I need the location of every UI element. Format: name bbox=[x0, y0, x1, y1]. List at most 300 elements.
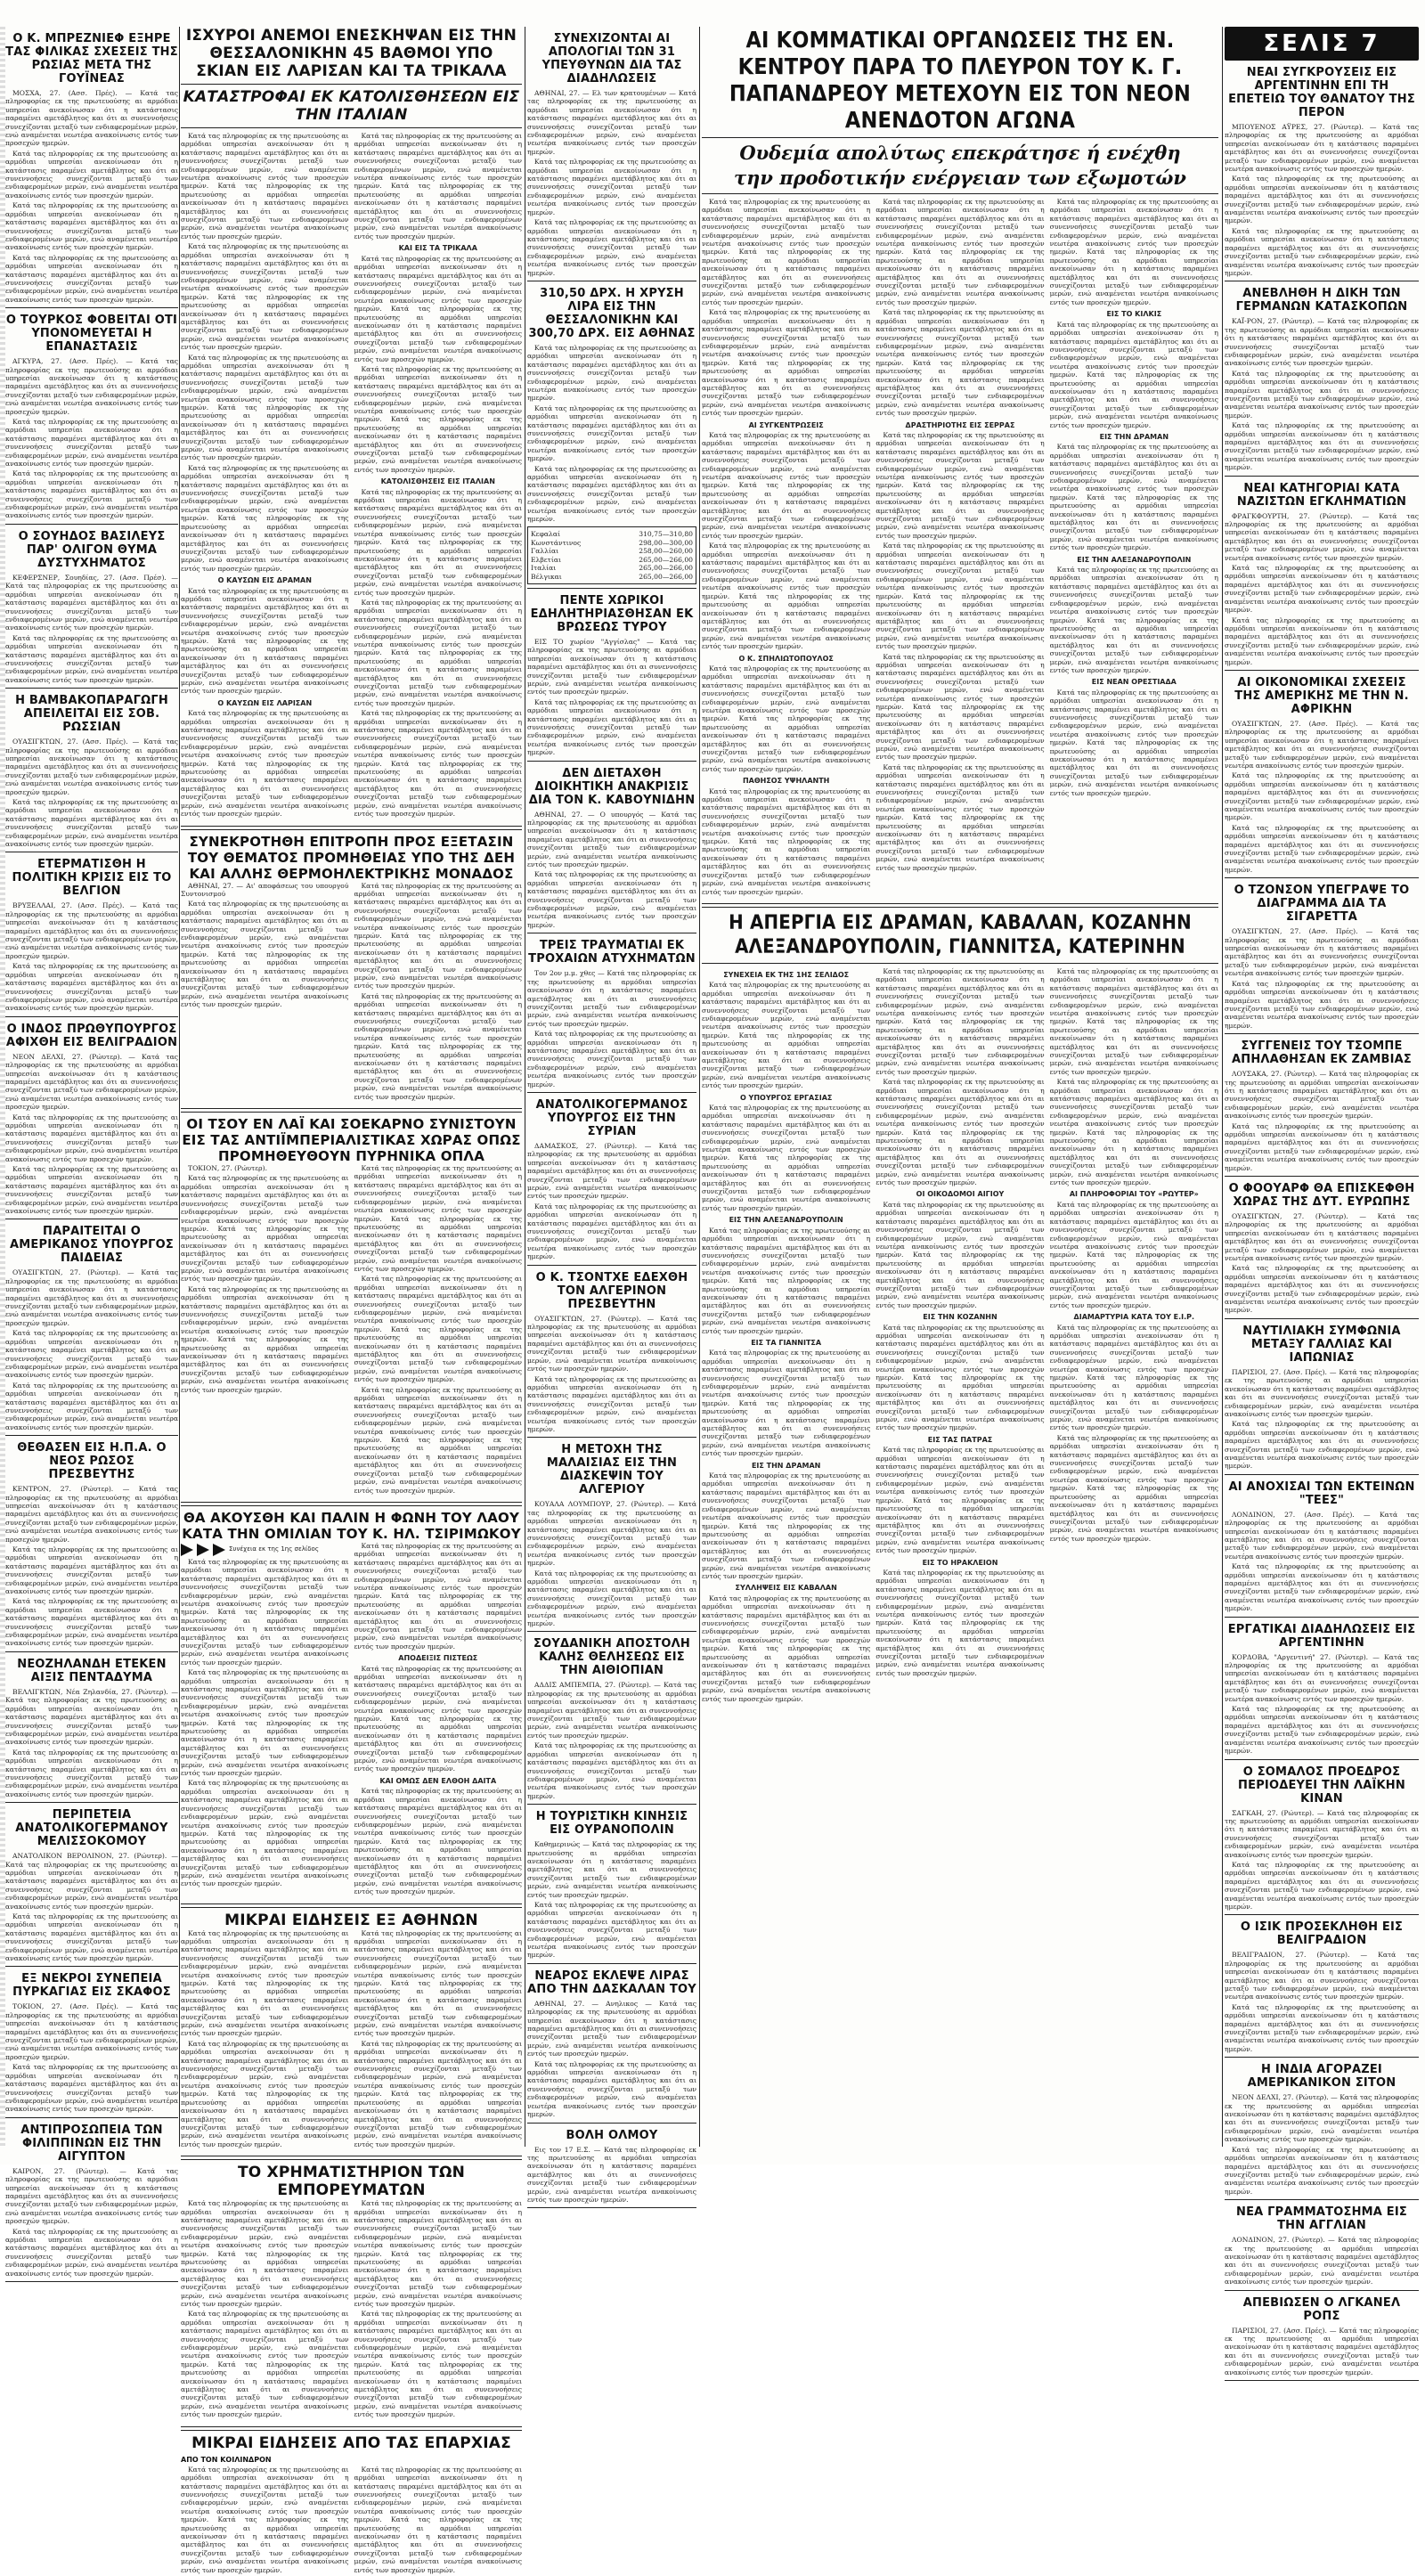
filler-paragraph: Κατά τας πληροφορίας εκ της πρωτευούσης αι αρμόδιαι υπηρεσίαι ανεκοίνωσαν ότι η κατάστασις παραμένει αμετάβλητος και ότι αι συνεννοήσεις συνεχίζονται μεταξύ των ενδιαφερομένων μερών, ενώ αναμένεται νεωτέρα ανακοίνωσις εντός των προσεχών ημερών. Κατά τας πληροφορίας εκ της πρωτευούσης αι αρμόδιαι υπηρεσίαι ανεκοίνωσαν ότι η κατάστασις παραμένει αμετάβλητος και ότι αι συνεννοήσεις συνεχίζονται μεταξύ των ενδιαφερομένων μερών, ενώ αναμένεται νεωτέρα ανακοίνωσις εντός των προσεχών ημερών. bbox=[1049, 1200, 1218, 1309]
column-rule bbox=[1222, 27, 1223, 2147]
news-headline: Η ΤΟΥΡΙΣΤΙΚΗ ΚΙΝΗΣΙΣ ΕΙΣ ΟΥΡΑΝΟΠΟΛΙΝ bbox=[535, 1810, 688, 1838]
column-5 bbox=[1225, 27, 1419, 2376]
tsirimokos-article bbox=[181, 1510, 522, 1898]
dateline-paragraph: ΣΑΓΚΑΗ, 27. (Ρώυτερ). — Κατά τας πληροφορίας εκ της πρωτευούσης αι αρμόδιαι υπηρεσίαι ανεκοίνωσαν ότι η κατάστασις παραμένει αμετάβλητος και ότι αι συνεννοήσεις συνεχίζονται μεταξύ των ενδιαφερομένων μερών, ενώ αναμένεται νεωτέρα ανακοίνωσις εντός των προσεχών ημερών. bbox=[1225, 1808, 1419, 1859]
world-article bbox=[1225, 1765, 1419, 1916]
world-headline: ΝΕΑ ΓΡΑΜΜΑΤΟΣΗΜΑ ΕΙΣ ΤΗΝ ΑΓΓΛΙΑΝ bbox=[1236, 2205, 1407, 2233]
world-article bbox=[1225, 1182, 1419, 1319]
article-body bbox=[1225, 1809, 1419, 1912]
filler-paragraph: Κατά τας πληροφορίας εκ της πρωτευούσης αι αρμόδιαι υπηρεσίαι ανεκοίνωσαν ότι η κατάστασις παραμένει αμετάβλητος και ότι αι συνεννοήσεις συνεχίζονται μεταξύ των ενδιαφερομένων μερών, ενώ αναμένεται νεωτέρα ανακοίνωσις εντός των προσεχών ημερών. Κατά τας πληροφορίας εκ της πρωτευούσης αι αρμόδιαι υπηρεσίαι ανεκοίνωσαν ότι η κατάστασις παραμένει αμετάβλητος και ότι αι συνεννοήσεις συνεχίζονται μεταξύ των ενδιαφερομένων μερών, ενώ αναμένεται νεωτέρα ανακοίνωσις εντός των προσεχών ημερών. bbox=[181, 1284, 349, 1394]
article-body bbox=[5, 901, 178, 1012]
world-article bbox=[1225, 2205, 1419, 2290]
section-heading: ΕΙΣ ΤΟ ΗΡΑΚΛΕΙΟΝ bbox=[922, 1558, 998, 1567]
text-column bbox=[181, 1164, 349, 1496]
body-paragraph: Κατά τας πληροφορίας εκ της πρωτευούσης αι αρμόδιαι υπηρεσίαι ανεκοίνωσαν ότι η κατάστασις παραμένει αμετάβλητος και ότι αι συνεννοήσεις συνεχίζονται μεταξύ των ενδιαφερομένων μερών, ενώ αναμένεται νεωτέρα ανακοίνωσις εντός των προσεχών ημερών. bbox=[1225, 771, 1419, 822]
body-paragraph: Κατά τας πληροφορίας εκ της πρωτευούσης αι αρμόδιαι υπηρεσίαι ανεκοίνωσαν ότι η κατάστασις παραμένει αμετάβλητος και ότι αι συνεννοήσεις συνεχίζονται μεταξύ των ενδιαφερομένων μερών, ενώ αναμένεται νεωτέρα ανακοίνωσις εντός των προσεχών ημερών. bbox=[1225, 1562, 1419, 1613]
filler-paragraph: Κατά τας πληροφορίας εκ της πρωτευούσης αι αρμόδιαι υπηρεσίαι ανεκοίνωσαν ότι η κατάστασις παραμένει αμετάβλητος και ότι αι συνεννοήσεις συνεχίζονται μεταξύ των ενδιαφερομένων μερών, ενώ αναμένεται νεωτέρα ανακοίνωσις εντός των προσεχών ημερών. Κατά τας πληροφορίας εκ της πρωτευούσης αι αρμόδιαι υπηρεσίαι ανεκοίνωσαν ότι η κατάστασις παραμένει αμετάβλητος και ότι αι συνεννοήσεις συνεχίζονται μεταξύ των ενδιαφερομένων μερών, ενώ αναμένεται νεωτέρα ανακοίνωσις εντός των προσεχών ημερών. bbox=[181, 463, 349, 573]
brief-article bbox=[5, 1023, 178, 1220]
tsirimokos-body bbox=[181, 1542, 522, 1898]
arrow-icon bbox=[197, 1544, 209, 1556]
brief-headline: Ο Κ. ΜΠΡΕΖΝΙΕΦ ΕΞΗΡΕ ΤΑΣ ΦΙΛΙΚΑΣ ΣΧΕΣΕΙΣ ΤΗΣ ΡΩΣΙΑΣ ΜΕΤΑ ΤΗΣ ΓΟΥΪΝΕΑΣ bbox=[5, 32, 178, 86]
filler-paragraph: Κατά τας πληροφορίας εκ της πρωτευούσης αι αρμόδιαι υπηρεσίαι ανεκοίνωσαν ότι η κατάστασις παραμένει αμετάβλητος και ότι αι συνεννοήσεις συνεχίζονται μεταξύ των ενδιαφερομένων μερών, ενώ αναμένεται νεωτέρα ανακοίνωσις εντός των προσεχών ημερών. Κατά τας πληροφορίας εκ της πρωτευούσης αι αρμόδιαι υπηρεσίαι ανεκοίνωσαν ότι η κατάστασις παραμένει αμετάβλητος και ότι αι συνεννοήσεις συνεχίζονται μεταξύ των ενδιαφερομένων μερών, ενώ αναμένεται νεωτέρα ανακοίνωσις εντός των προσεχών ημερών. bbox=[181, 2199, 349, 2308]
body-paragraph: Κατά τας πληροφορίας εκ της πρωτευούσης αι αρμόδιαι υπηρεσίαι ανεκοίνωσαν ότι η κατάστασις παραμένει αμετάβλητος και ότι αι συνεννοήσεις συνεχίζονται μεταξύ των ενδιαφερομένων μερών, ενώ αναμένεται νεωτέρα ανακοίνωσις εντός των προσεχών ημερών. bbox=[1225, 421, 1419, 472]
text-column bbox=[354, 2466, 523, 2576]
article-body bbox=[1225, 317, 1419, 471]
news-article bbox=[527, 1443, 696, 1632]
text-column bbox=[354, 1164, 523, 1496]
dateline: ΤΟΚΙΟΝ, 27. (Ρώυτερ). bbox=[188, 1164, 268, 1173]
divider bbox=[527, 761, 696, 762]
divider bbox=[1225, 670, 1419, 671]
body-paragraph: Κατά τας πληροφορίας εκ της πρωτευούσης αι αρμόδιαι υπηρεσίαι ανεκοίνωσαν ότι η κατάστασις παραμένει αμετάβλητος και ότι αι συνεννοήσεις συνεχίζονται μεταξύ των ενδιαφερομένων μερών, ενώ αναμένεται νεωτέρα ανακοίνωσις εντός των προσεχών ημερών. bbox=[5, 418, 178, 469]
continuation-note: ΣΥΝΕΧΕΙΑ ΕΚ ΤΗΣ 1ΗΣ ΣΕΛΙΔΟΣ bbox=[723, 970, 850, 979]
sukarno-headline: ΟΙ ΤΣΟΥ ΕΝ ΛΑΪ ΚΑΙ ΣΟΕΚΑΡΝΟ ΣΥΝΙΣΤΟΥΝ ΕΙΣ ΤΑΣ ΑΝΤΙΪΜΠΕΡΙΑΛΙΣΤΙΚΑΣ ΧΩΡΑΣ ΟΠΩΣ ΠΡΟΜΗΘΕΥΘΟΥΝ ΠΥΡΗΝΙΚΑ ΟΠΛΑ bbox=[182, 1116, 521, 1165]
dateline-paragraph: ΛΟΝΔΙΝΟΝ, 27. (Ασσ. Πρές). — Κατά τας πληροφορίας εκ της πρωτευούσης αι αρμόδιαι υπηρεσίαι ανεκοίνωσαν ότι η κατάστασις παραμένει αμετάβλητος και ότι αι συνεννοήσεις συνεχίζονται μεταξύ των ενδιαφερομένων μερών, ενώ αναμένεται νεωτέρα ανακοίνωσις εντός των προσεχών ημερών. bbox=[1225, 1510, 1419, 1561]
continuation-marker bbox=[181, 1544, 349, 1556]
body-paragraph: Κατά τας πληροφορίας εκ της πρωτευούσης αι αρμόδιαι υπηρεσίαι ανεκοίνωσαν ότι η κατάστασις παραμένει αμετάβλητος και ότι αι συνεννοήσεις συνεχίζονται μεταξύ των ενδιαφερομένων μερών, ενώ αναμένεται νεωτέρα ανακοίνωσις εντός των προσεχών ημερών. bbox=[5, 253, 178, 304]
article-body bbox=[5, 1485, 178, 1648]
world-headline: ΑΠΕΒΙΩΣΕΝ Ο ΛΓΚΑΝΕΛ ΡΟΠΣ bbox=[1242, 2295, 1401, 2323]
filler-paragraph: Κατά τας πληροφορίας εκ της πρωτευούσης αι αρμόδιαι υπηρεσίαι ανεκοίνωσαν ότι η κατάστασις παραμένει αμετάβλητος και ότι αι συνεννοήσεις συνεχίζονται μεταξύ των ενδιαφερομένων μερών, ενώ αναμένεται νεωτέρα ανακοίνωσις εντός των προσεχών ημερών. Κατά τας πληροφορίας εκ της πρωτευούσης αι αρμόδιαι υπηρεσίαι ανεκοίνωσαν ότι η κατάστασις παραμένει αμετάβλητος και ότι αι συνεννοήσεις συνεχίζονται μεταξύ των ενδιαφερομένων μερών, ενώ αναμένεται νεωτέρα ανακοίνωσις εντός των προσεχών ημερών. bbox=[875, 542, 1045, 651]
article-body bbox=[5, 1053, 178, 1216]
article-body bbox=[527, 969, 696, 1088]
table-cell: 298,00—300,00 bbox=[639, 538, 693, 547]
divider bbox=[1225, 1176, 1419, 1177]
news-headline: ΝΕΑΡΟΣ ΕΚΛΕΨΕ ΛΙΡΑΣ ΑΠΟ ΤΗΝ ΔΑΣΚΑΛΑΝ ΤΟΥ bbox=[527, 1969, 696, 1996]
section-heading: ΕΙΣ ΤΟ ΚΙΛΚΙΣ bbox=[1106, 310, 1162, 319]
strike-headline: Η ΑΠΕΡΓΙΑ ΕΙΣ ΔΡΑΜΑΝ, ΚΑΒΑΛΑΝ, ΚΟΖΑΝΗΝ ΑΛΕΞΑΝΔΡΟΥΠΟΛΙΝ, ΓΙΑΝΝΙΤΣΑ, ΚΑΤΕΡΙΝΗΝ bbox=[729, 911, 1192, 958]
filler-paragraph: Κατά τας πληροφορίας εκ της πρωτευούσης αι αρμόδιαι υπηρεσίαι ανεκοίνωσαν ότι η κατάστασις παραμένει αμετάβλητος και ότι αι συνεννοήσεις συνεχίζονται μεταξύ των ενδιαφερομένων μερών, ενώ αναμένεται νεωτέρα ανακοίνωσις εντός των προσεχών ημερών. Κατά τας πληροφορίας εκ της πρωτευούσης αι αρμόδιαι υπηρεσίαι ανεκοίνωσαν ότι η κατάστασις παραμένει αμετάβλητος και ότι αι συνεννοήσεις συνεχίζονται μεταξύ των ενδιαφερομένων μερών, ενώ αναμένεται νεωτέρα ανακοίνωσις εντός των προσεχών ημερών. bbox=[354, 1275, 522, 1384]
table-cell: Κεφαλαί bbox=[531, 530, 560, 539]
text-column bbox=[181, 882, 349, 1104]
filler-paragraph: Κατά τας πληροφορίας εκ της πρωτευούσης αι αρμόδιαι υπηρεσίαι ανεκοίνωσαν ότι η κατάστασις παραμένει αμετάβλητος και ότι αι συνεννοήσεις συνεχίζονται μεταξύ των ενδιαφερομένων μερών, ενώ αναμένεται νεωτέρα ανακοίνωσις εντός των προσεχών ημερών. Κατά τας πληροφορίας εκ της πρωτευούσης αι αρμόδιαι υπηρεσίαι ανεκοίνωσαν ότι η κατάστασις παραμένει αμετάβλητος και ότι αι συνεννοήσεις συνεχίζονται μεταξύ των ενδιαφερομένων μερών, ενώ αναμένεται νεωτέρα ανακοίνωσις εντός των προσεχών ημερών. bbox=[354, 364, 522, 474]
text-column bbox=[181, 1542, 349, 1898]
brief-headline: ΕΤΕΡΜΑΤΙΣΘΗ Η ΠΟΛΙΤΙΚΗ ΚΡΙΣΙΣ ΕΙΣ ΤΟ ΒΕΛΓΙΟΝ bbox=[12, 858, 172, 899]
filler-paragraph: Κατά τας πληροφορίας εκ της πρωτευούσης αι αρμόδιαι υπηρεσίαι ανεκοίνωσαν ότι η κατάστασις παραμένει αμετάβλητος και ότι αι συνεννοήσεις συνεχίζονται μεταξύ των ενδιαφερομένων μερών, ενώ αναμένεται νεωτέρα ανακοίνωσις εντός των προσεχών ημερών. Κατά τας πληροφορίας εκ της πρωτευούσης αι αρμόδιαι υπηρεσίαι ανεκοίνωσαν ότι η κατάστασις παραμένει αμετάβλητος και ότι αι συνεννοήσεις συνεχίζονται μεταξύ των ενδιαφερομένων μερών, ενώ αναμένεται νεωτέρα ανακοίνωσις εντός των προσεχών ημερών. bbox=[702, 198, 871, 306]
filler-paragraph: Κατά τας πληροφορίας εκ της πρωτευούσης αι αρμόδιαι υπηρεσίαι ανεκοίνωσαν ότι η κατάστασις παραμένει αμετάβλητος και ότι αι συνεννοήσεις συνεχίζονται μεταξύ των ενδιαφερομένων μερών, ενώ αναμένεται νεωτέρα ανακοίνωσις εντός των προσεχών ημερών. Κατά τας πληροφορίας εκ της πρωτευούσης αι αρμόδιαι υπηρεσίαι ανεκοίνωσαν ότι η κατάστασις παραμένει αμετάβλητος και ότι αι συνεννοήσεις συνεχίζονται μεταξύ των ενδιαφερομένων μερών, ενώ αναμένεται νεωτέρα ανακοίνωσις εντός των προσεχών ημερών. bbox=[875, 1078, 1045, 1187]
body-paragraph: Κατά τας πληροφορίας εκ της πρωτευούσης αι αρμόδιαι υπηρεσίαι ανεκοίνωσαν ότι η κατάστασις παραμένει αμετάβλητος και ότι αι συνεννοήσεις συνεχίζονται μεταξύ των ενδιαφερομένων μερών, ενώ αναμένεται νεωτέρα ανακοίνωσις εντός των προσεχών ημερών. bbox=[1225, 564, 1419, 615]
section-heading: ΚΑΙ ΟΜΩΣ ΔΕΝ ΕΛΘΟΗ ΔΑΙΤΑ bbox=[379, 1776, 497, 1785]
dateline-paragraph: ΜΠΟΥΕΝΟΣ ΑΫΡΕΣ, 27. (Ρώυτερ). — Κατά τας πληροφορίας εκ της πρωτευούσης αι αρμόδιαι υπηρεσίαι ανεκοίνωσαν ότι η κατάστασις παραμένει αμετάβλητος και ότι αι συνεννοήσεις συνεχίζονται μεταξύ των ενδιαφερομένων μερών, ενώ αναμένεται νεωτέρα ανακοίνωσις εντός των προσεχών ημερών. bbox=[1225, 123, 1419, 174]
divider bbox=[5, 307, 178, 308]
world-article bbox=[1225, 482, 1419, 671]
strike-body bbox=[702, 967, 1218, 1705]
filler-paragraph: Κατά τας πληροφορίας εκ της πρωτευούσης αι αρμόδιαι υπηρεσίαι ανεκοίνωσαν ότι η κατάστασις παραμένει αμετάβλητος και ότι αι συνεννοήσεις συνεχίζονται μεταξύ των ενδιαφερομένων μερών, ενώ αναμένεται νεωτέρα ανακοίνωσις εντός των προσεχών ημερών. Κατά τας πληροφορίας εκ της πρωτευούσης αι αρμόδιαι υπηρεσίαι ανεκοίνωσαν ότι η κατάστασις παραμένει αμετάβλητος και ότι αι συνεννοήσεις συνεχίζονται μεταξύ των ενδιαφερομένων μερών, ενώ αναμένεται νεωτέρα ανακοίνωσις εντός των προσεχών ημερών. bbox=[875, 762, 1045, 872]
brief-headline: ΠΕΡΙΠΕΤΕΙΑ ΑΝΑΤΟΛΙΚΟΓΕΡΜΑΝΟΥ ΜΕΛΙΣΣΟΚΟΜΟΥ bbox=[15, 1808, 168, 1849]
dateline-paragraph: ΝΕΟΝ ΔΕΛΧΙ, 27. (Ρώυτερ). — Κατά τας πληροφορίας εκ της πρωτευούσης αι αρμόδιαι υπηρεσίαι ανεκοίνωσαν ότι η κατάστασις παραμένει αμετάβλητος και ότι αι συνεννοήσεις συνεχίζονται μεταξύ των ενδιαφερομένων μερών, ενώ αναμένεται νεωτέρα ανακοίνωσις εντός των προσεχών ημερών. bbox=[5, 1052, 178, 1112]
divider bbox=[5, 2117, 178, 2118]
divider bbox=[527, 1437, 696, 1438]
article-body bbox=[527, 1142, 696, 1261]
filler-paragraph: Κατά τας πληροφορίας εκ της πρωτευούσης αι αρμόδιαι υπηρεσίαι ανεκοίνωσαν ότι η κατάστασις παραμένει αμετάβλητος και ότι αι συνεννοήσεις συνεχίζονται μεταξύ των ενδιαφερομένων μερών, ενώ αναμένεται νεωτέρα ανακοίνωσις εντός των προσεχών ημερών. Κατά τας πληροφορίας εκ της πρωτευούσης αι αρμόδιαι υπηρεσίαι ανεκοίνωσαν ότι η κατάστασις παραμένει αμετάβλητος και ότι αι συνεννοήσεις συνεχίζονται μεταξύ των ενδιαφερομένων μερών, ενώ αναμένεται νεωτέρα ανακοίνωσις εντός των προσεχών ημερών. bbox=[1049, 320, 1218, 429]
divider bbox=[1225, 877, 1419, 878]
committee-body bbox=[181, 882, 522, 1104]
news-headline: ΣΥΝΕΧΙΖΟΝΤΑΙ ΑΙ ΑΠΟΛΟΓΙΑΙ ΤΩΝ 31 ΥΠΕΥΘΥΝΩΝ ΔΙΑ ΤΑΣ ΔΙΑΔΗΛΩΣΕΙΣ bbox=[542, 32, 682, 86]
dateline-paragraph: ΦΡΑΓΚΦΟΥΡΤΗ, 27. (Ρώυτερ). — Κατά τας πληροφορίας εκ της πρωτευούσης αι αρμόδιαι υπηρεσίαι ανεκοίνωσαν ότι η κατάστασις παραμένει αμετάβλητος και ότι αι συνεννοήσεις συνεχίζονται μεταξύ των ενδιαφερομένων μερών, ενώ αναμένεται νεωτέρα ανακοίνωσις εντός των προσεχών ημερών. bbox=[1225, 511, 1419, 562]
dateline-paragraph: ΑΔΔΙΣ ΑΜΠΕΜΠΑ, 27. (Ρώυτερ). — Κατά τας πληροφορίας εκ της πρωτευούσης αι αρμόδιαι υπηρεσίαι ανεκοίνωσαν ότι η κατάστασις παραμένει αμετάβλητος και ότι αι συνεννοήσεις συνεχίζονται μεταξύ των ενδιαφερομένων μερών, ενώ αναμένεται νεωτέρα ανακοίνωσις εντός των προσεχών ημερών. bbox=[527, 1681, 696, 1740]
body-paragraph: Κατά τας πληροφορίας εκ της πρωτευούσης αι αρμόδιαι υπηρεσίαι ανεκοίνωσαν ότι η κατάστασις παραμένει αμετάβλητος και ότι αι συνεννοήσεις συνεχίζονται μεταξύ των ενδιαφερομένων μερών, ενώ αναμένεται νεωτέρα ανακοίνωσις εντός των προσεχών ημερών. bbox=[5, 1545, 178, 1596]
article-body bbox=[527, 1840, 696, 1960]
table-cell: Βέλγικαι bbox=[531, 572, 562, 581]
body-paragraph: Κατά τας πληροφορίας εκ της πρωτευούσης αι αρμόδιαι υπηρεσίαι ανεκοίνωσαν ότι η κατάστασις παραμένει αμετάβλητος και ότι αι συνεννοήσεις συνεχίζονται μεταξύ των ενδιαφερομένων μερών, ενώ αναμένεται νεωτέρα ανακοίνωσις εντός των προσεχών ημερών. bbox=[5, 1748, 178, 1798]
divider bbox=[527, 1631, 696, 1632]
world-headline: ΕΡΓΑΤΙΚΑΙ ΔΙΑΔΗΛΩΣΕΙΣ ΕΙΣ ΑΡΓΕΝΤΙΝΗΝ bbox=[1227, 1622, 1416, 1650]
divider bbox=[181, 1502, 522, 1506]
section-heading: ΑΠΟ ΤΟΝ ΚΟΙΛΙΝΔΡΟΝ bbox=[181, 2455, 272, 2464]
filler-paragraph: Κατά τας πληροφορίας εκ της πρωτευούσης αι αρμόδιαι υπηρεσίαι ανεκοίνωσαν ότι η κατάστασις παραμένει αμετάβλητος και ότι αι συνεννοήσεις συνεχίζονται μεταξύ των ενδιαφερομένων μερών, ενώ αναμένεται νεωτέρα ανακοίνωσις εντός των προσεχών ημερών. Κατά τας πληροφορίας εκ της πρωτευούσης αι αρμόδιαι υπηρεσίαι ανεκοίνωσαν ότι η κατάστασις παραμένει αμετάβλητος και ότι αι συνεννοήσεις συνεχίζονται μεταξύ των ενδιαφερομένων μερών, ενώ αναμένεται νεωτέρα ανακοίνωσις εντός των προσεχών ημερών. bbox=[702, 1594, 871, 1703]
divider bbox=[1225, 1474, 1419, 1475]
article-body bbox=[5, 1852, 178, 1962]
section-heading: ΟΙ ΟΙΚΟΔΟΜΟΙ ΑΙΓΙΟΥ bbox=[916, 1190, 1005, 1199]
dateline-paragraph: ΒΕΛΛΙΓΚΤΩΝ, Νέα Ζηλανδία, 27. (Ρώυτερ). — Κατά τας πληροφορίας εκ της πρωτευούσης αι αρμόδιαι υπηρεσίαι ανεκοίνωσαν ότι η κατάστασις παραμένει αμετάβλητος και ότι αι συνεννοήσεις συνεχίζονται μεταξύ των ενδιαφερομένων μερών, ενώ αναμένεται νεωτέρα ανακοίνωσις εντός των προσεχών ημερών. bbox=[5, 1687, 178, 1747]
article-body bbox=[5, 357, 178, 520]
committee-headline: ΣΥΝΕΚΡΟΤΗΘΗ ΕΠΙΤΡΟΠΗ ΠΡΟΣ ΕΞΕΤΑΣΙΝ ΤΟΥ ΘΕΜΑΤΟΣ ΠΡΟΜΗΘΕΙΑΣ ΥΠΟ ΤΗΣ ΔΕΗ ΚΑΙ ΑΛΛΗΣ ΘΕΡΜΟΗΛΕΚΤΡΙΚΗΣ ΜΟΝΑΔΟΣ bbox=[187, 833, 516, 882]
divider bbox=[181, 2156, 522, 2160]
filler-paragraph: Κατά τας πληροφορίας εκ της πρωτευούσης αι αρμόδιαι υπηρεσίαι ανεκοίνωσαν ότι η κατάστασις παραμένει αμετάβλητος και ότι αι συνεννοήσεις συνεχίζονται μεταξύ των ενδιαφερομένων μερών, ενώ αναμένεται νεωτέρα ανακοίνωσις εντός των προσεχών ημερών. Κατά τας πληροφορίας εκ της πρωτευούσης αι αρμόδιαι υπηρεσίαι ανεκοίνωσαν ότι η κατάστασις παραμένει αμετάβλητος και ότι αι συνεννοήσεις συνεχίζονται μεταξύ των ενδιαφερομένων μερών, ενώ αναμένεται νεωτέρα ανακοίνωσις εντός των προσεχών ημερών. bbox=[1049, 1078, 1218, 1187]
divider bbox=[527, 1092, 696, 1093]
article-body bbox=[527, 1315, 696, 1434]
filler-paragraph: Κατά τας πληροφορίας εκ της πρωτευούσης αι αρμόδιαι υπηρεσίαι ανεκοίνωσαν ότι η κατάστασις παραμένει αμετάβλητος και ότι αι συνεννοήσεις συνεχίζονται μεταξύ των ενδιαφερομένων μερών, ενώ αναμένεται νεωτέρα ανακοίνωσις εντός των προσεχών ημερών. Κατά τας πληροφορίας εκ της πρωτευούσης αι αρμόδιαι υπηρεσίαι ανεκοίνωσαν ότι η κατάστασις παραμένει αμετάβλητος και ότι αι συνεννοήσεις συνεχίζονται μεταξύ των ενδιαφερομένων μερών, ενώ αναμένεται νεωτέρα ανακοίνωσις εντός των προσεχών ημερών. bbox=[1049, 566, 1218, 674]
article-body bbox=[1225, 1511, 1419, 1613]
section-heading: ΣΥΛΛΗΨΕΙΣ ΕΙΣ ΚΑΒΑΛΑΝ bbox=[735, 1584, 837, 1593]
commodity-exchange-headline: ΤΟ ΧΡΗΜΑΤΙΣΤΗΡΙΟΝ ΤΩΝ ΕΜΠΟΡΕΥΜΑΤΩΝ bbox=[237, 2164, 466, 2200]
filler-paragraph: Κατά τας πληροφορίας εκ της πρωτευούσης αι αρμόδιαι υπηρεσίαι ανεκοίνωσαν ότι η κατάστασις παραμένει αμετάβλητος και ότι αι συνεννοήσεις συνεχίζονται μεταξύ των ενδιαφερομένων μερών, ενώ αναμένεται νεωτέρα ανακοίνωσις εντός των προσεχών ημερών. Κατά τας πληροφορίας εκ της πρωτευούσης αι αρμόδιαι υπηρεσίαι ανεκοίνωσαν ότι η κατάστασις παραμένει αμετάβλητος και ότι αι συνεννοήσεις συνεχίζονται μεταξύ των ενδιαφερομένων μερών, ενώ αναμένεται νεωτέρα ανακοίνωσις εντός των προσεχών ημερών. bbox=[875, 308, 1045, 418]
brief-headline: Ο ΤΟΥΡΚΟΣ ΦΟΒΕΙΤΑΙ ΟΤΙ ΥΠΟΝΟΜΕΥΕΤΑΙ Η ΕΠΑΝΑΣΤΑΣΙΣ bbox=[5, 314, 178, 355]
divider bbox=[1225, 2057, 1419, 2058]
text-column bbox=[181, 1929, 349, 2151]
world-headline: Η ΙΝΔΙΑ ΑΓΟΡΑΖΕΙ ΑΜΕΡΙΚΑΝΙΚΟΝ ΣΙΤΟΝ bbox=[1247, 2063, 1396, 2091]
filler-paragraph: Κατά τας πληροφορίας εκ της πρωτευούσης αι αρμόδιαι υπηρεσίαι ανεκοίνωσαν ότι η κατάστασις παραμένει αμετάβλητος και ότι αι συνεννοήσεις συνεχίζονται μεταξύ των ενδιαφερομένων μερών, ενώ αναμένεται νεωτέρα ανακοίνωσις εντός των προσεχών ημερών. Κατά τας πληροφορίας εκ της πρωτευούσης αι αρμόδιαι υπηρεσίαι ανεκοίνωσαν ότι η κατάστασις παραμένει αμετάβλητος και ότι αι συνεννοήσεις συνεχίζονται μεταξύ των ενδιαφερομένων μερών, ενώ αναμένεται νεωτέρα ανακοίνωσις εντός των προσεχών ημερών. bbox=[702, 1226, 871, 1335]
body-paragraph: Κατά τας πληροφορίας εκ της πρωτευούσης αι αρμόδιαι υπηρεσίαι ανεκοίνωσαν ότι η κατάστασις παραμένει αμετάβλητος και ότι αι συνεννοήσεις συνεχίζονται μεταξύ των ενδιαφερομένων μερών, ενώ αναμένεται νεωτέρα ανακοίνωσις εντός των προσεχών ημερών. bbox=[527, 404, 696, 463]
column-rule bbox=[179, 27, 180, 2147]
article-body bbox=[5, 89, 178, 304]
body-paragraph: Κατά τας πληροφορίας εκ της πρωτευούσης αι αρμόδιαι υπηρεσίαι ανεκοίνωσαν ότι η κατάστασις παραμένει αμετάβλητος και ότι αι συνεννοήσεις συνεχίζονται μεταξύ των ενδιαφερομένων μερών, ενώ αναμένεται νεωτέρα ανακοίνωσις εντός των προσεχών ημερών. bbox=[5, 1329, 178, 1380]
divider bbox=[702, 903, 1218, 908]
article-body bbox=[1225, 1368, 1419, 1471]
dateline-paragraph: ΑΘΗΝΑΙ, 27. — Ο υπουργός — Κατά τας πληροφορίας εκ της πρωτευούσης αι αρμόδιαι υπηρεσίαι ανεκοίνωσαν ότι η κατάστασις παραμένει αμετάβλητος και ότι αι συνεννοήσεις συνεχίζονται μεταξύ των ενδιαφερομένων μερών, ενώ αναμένεται νεωτέρα ανακοίνωσις εντός των προσεχών ημερών. bbox=[527, 810, 696, 869]
dateline-paragraph: ΠΑΡΙΣΙΟΙ, 27. (Ασσ. Πρές). — Κατά τας πληροφορίας εκ της πρωτευούσης αι αρμόδιαι υπηρεσίαι ανεκοίνωσαν ότι η κατάστασις παραμένει αμετάβλητος και ότι αι συνεννοήσεις συνεχίζονται μεταξύ των ενδιαφερομένων μερών, ενώ αναμένεται νεωτέρα ανακοίνωσις εντός των προσεχών ημερών. bbox=[1225, 1367, 1419, 1418]
filler-paragraph: Κατά τας πληροφορίας εκ της πρωτευούσης αι αρμόδιαι υπηρεσίαι ανεκοίνωσαν ότι η κατάστασις παραμένει αμετάβλητος και ότι αι συνεννοήσεις συνεχίζονται μεταξύ των ενδιαφερομένων μερών, ενώ αναμένεται νεωτέρα ανακοίνωσις εντός των προσεχών ημερών. Κατά τας πληροφορίας εκ της πρωτευούσης αι αρμόδιαι υπηρεσίαι ανεκοίνωσαν ότι η κατάστασις παραμένει αμετάβλητος και ότι αι συνεννοήσεις συνεχίζονται μεταξύ των ενδιαφερομένων μερών, ενώ αναμένεται νεωτέρα ανακοίνωσις εντός των προσεχών ημερών. bbox=[181, 2465, 349, 2574]
filler-paragraph: Κατά τας πληροφορίας εκ της πρωτευούσης αι αρμόδιαι υπηρεσίαι ανεκοίνωσαν ότι η κατάστασις παραμένει αμετάβλητος και ότι αι συνεννοήσεις συνεχίζονται μεταξύ των ενδιαφερομένων μερών, ενώ αναμένεται νεωτέρα ανακοίνωσις εντός των προσεχών ημερών. Κατά τας πληροφορίας εκ της πρωτευούσης αι αρμόδιαι υπηρεσίαι ανεκοίνωσαν ότι η κατάστασις παραμένει αμετάβλητος και ότι αι συνεννοήσεις συνεχίζονται μεταξύ των ενδιαφερομένων μερών, ενώ αναμένεται νεωτέρα ανακοίνωσις εντός των προσεχών ημερών. bbox=[875, 1446, 1045, 1555]
filler-paragraph: Κατά τας πληροφορίας εκ της πρωτευούσης αι αρμόδιαι υπηρεσίαι ανεκοίνωσαν ότι η κατάστασις παραμένει αμετάβλητος και ότι αι συνεννοήσεις συνεχίζονται μεταξύ των ενδιαφερομένων μερών, ενώ αναμένεται νεωτέρα ανακοίνωσις εντός των προσεχών ημερών. Κατά τας πληροφορίας εκ της πρωτευούσης αι αρμόδιαι υπηρεσίαι ανεκοίνωσαν ότι η κατάστασις παραμένει αμετάβλητος και ότι αι συνεννοήσεις συνεχίζονται μεταξύ των ενδιαφερομένων μερών, ενώ αναμένεται νεωτέρα ανακοίνωσις εντός των προσεχών ημερών. bbox=[354, 487, 522, 597]
news-article bbox=[527, 594, 696, 762]
world-headline: ΝΕΑΙ ΚΑΤΗΓΟΡΙΑΙ ΚΑΤΑ ΝΑΖΙΣΤΩΝ ΕΓΚΛΗΜΑΤΙΩΝ bbox=[1236, 481, 1407, 509]
arrow-icon bbox=[181, 1544, 193, 1556]
divider bbox=[5, 1802, 178, 1803]
section-heading: Ο ΥΠΟΥΡΓΟΣ ΕΡΓΑΣΙΑΣ bbox=[739, 1093, 833, 1102]
article-body bbox=[1225, 720, 1419, 874]
article-body bbox=[5, 1688, 178, 1798]
article-body bbox=[527, 1681, 696, 1800]
dateline-paragraph: ΕΙΣ ΤΟ χωρίον "Αγγίσλας" — Κατά τας πληροφορίας εκ της πρωτευούσης αι αρμόδιαι υπηρεσίαι ανεκοίνωσαν ότι η κατάστασις παραμένει αμετάβλητος και ότι αι συνεννοήσεις συνεχίζονται μεταξύ των ενδιαφερομένων μερών, ενώ αναμένεται νεωτέρα ανακοίνωσις εντός των προσεχών ημερών. bbox=[527, 637, 696, 697]
world-article bbox=[1225, 1039, 1419, 1177]
body-paragraph: Κατά τας πληροφορίας εκ της πρωτευούσης αι αρμόδιαι υπηρεσίαι ανεκοίνωσαν ότι η κατάστασις παραμένει αμετάβλητος και ότι αι συνεννοήσεις συνεχίζονται μεταξύ των ενδιαφερομένων μερών, ενώ αναμένεται νεωτέρα ανακοίνωσις εντός των προσεχών ημερών. bbox=[527, 1030, 696, 1088]
world-headline: Ο ΣΟΜΑΛΟΣ ΠΡΟΕΔΡΟΣ ΠΕΡΙΟΔΕΥΕΙ ΤΗΝ ΛΑΪΚΗΝ ΚΙΝΑΝ bbox=[1238, 1765, 1405, 1806]
divider bbox=[181, 127, 522, 128]
divider bbox=[702, 137, 1218, 138]
world-headline: ΣΥΓΓΕΝΕΙΣ ΤΟΥ ΤΣΟΜΠΕ ΑΠΗΛΑΘΗΣΑΝ ΕΚ ΖΑΜΒΙΑΣ bbox=[1231, 1039, 1412, 1067]
divider bbox=[527, 1804, 696, 1805]
table-cell: 258,00—260,00 bbox=[639, 547, 693, 556]
dateline-paragraph: Καθημερινώς — Κατά τας πληροφορίας εκ της πρωτευούσης αι αρμόδιαι υπηρεσίαι ανεκοίνωσαν ότι η κατάστασις παραμένει αμετάβλητος και ότι αι συνεννοήσεις συνεχίζονται μεταξύ των ενδιαφερομένων μερών, ενώ αναμένεται νεωτέρα ανακοίνωσις εντός των προσεχών ημερών. bbox=[527, 1840, 696, 1899]
filler-paragraph: Κατά τας πληροφορίας εκ της πρωτευούσης αι αρμόδιαι υπηρεσίαι ανεκοίνωσαν ότι η κατάστασις παραμένει αμετάβλητος και ότι αι συνεννοήσεις συνεχίζονται μεταξύ των ενδιαφερομένων μερών, ενώ αναμένεται νεωτέρα ανακοίνωσις εντός των προσεχών ημερών. Κατά τας πληροφορίας εκ της πρωτευούσης αι αρμόδιαι υπηρεσίαι ανεκοίνωσαν ότι η κατάστασις παραμένει αμετάβλητος και ότι αι συνεννοήσεις συνεχίζονται μεταξύ των ενδιαφερομένων μερών, ενώ αναμένεται νεωτέρα ανακοίνωσις εντός των προσεχών ημερών. bbox=[702, 1104, 871, 1212]
column-4 bbox=[702, 27, 1218, 2147]
body-paragraph: Κατά τας πληροφορίας εκ της πρωτευούσης αι αρμόδιαι υπηρεσίαι ανεκοίνωσαν ότι η κατάστασις παραμένει αμετάβλητος και ότι αι συνεννοήσεις συνεχίζονται μεταξύ των ενδιαφερομένων μερών, ενώ αναμένεται νεωτέρα ανακοίνωσις εντός των προσεχών ημερών. bbox=[5, 798, 178, 849]
brief-headline: Ο ΣΟΥΗΔΟΣ ΒΑΣΙΛΕΥΣ ΠΑΡ' ΟΛΙΓΟΝ ΘΥΜΑ ΔΥΣΤΥΧΗΜΑΤΟΣ bbox=[18, 529, 166, 570]
world-headline: Ο ΦΟΟΥΑΡΦ ΘΑ ΕΠΙΣΚΕΦΘΗ ΧΩΡΑΣ ΤΗΣ ΔΥΤ. ΕΥΡΩΠΗΣ bbox=[1228, 1182, 1415, 1209]
filler-paragraph: Κατά τας πληροφορίας εκ της πρωτευούσης αι αρμόδιαι υπηρεσίαι ανεκοίνωσαν ότι η κατάστασις παραμένει αμετάβλητος και ότι αι συνεννοήσεις συνεχίζονται μεταξύ των ενδιαφερομένων μερών, ενώ αναμένεται νεωτέρα ανακοίνωσις εντός των προσεχών ημερών. Κατά τας πληροφορίας εκ της πρωτευούσης αι αρμόδιαι υπηρεσίαι ανεκοίνωσαν ότι η κατάστασις παραμένει αμετάβλητος και ότι αι συνεννοήσεις συνεχίζονται μεταξύ των ενδιαφερομένων μερών, ενώ αναμένεται νεωτέρα ανακοίνωσις εντός των προσεχών ημερών. bbox=[181, 586, 349, 696]
filler-paragraph: Κατά τας πληροφορίας εκ της πρωτευούσης αι αρμόδιαι υπηρεσίαι ανεκοίνωσαν ότι η κατάστασις παραμένει αμετάβλητος και ότι αι συνεννοήσεις συνεχίζονται μεταξύ των ενδιαφερομένων μερών, ενώ αναμένεται νεωτέρα ανακοίνωσις εντός των προσεχών ημερών. Κατά τας πληροφορίας εκ της πρωτευούσης αι αρμόδιαι υπηρεσίαι ανεκοίνωσαν ότι η κατάστασις παραμένει αμετάβλητος και ότι αι συνεννοήσεις συνεχίζονται μεταξύ των ενδιαφερομένων μερών, ενώ αναμένεται νεωτέρα ανακοίνωσις εντός των προσεχών ημερών. bbox=[875, 430, 1045, 540]
article-body bbox=[1225, 1070, 1419, 1172]
body-paragraph: Κατά τας πληροφορίας εκ της πρωτευούσης αι αρμόδιαι υπηρεσίαι ανεκοίνωσαν ότι η κατάστασις παραμένει αμετάβλητος και ότι αι συνεννοήσεις συνεχίζονται μεταξύ των ενδιαφερομένων μερών, ενώ αναμένεται νεωτέρα ανακοίνωσις εντός των προσεχών ημερών. bbox=[527, 218, 696, 277]
province-news-headline: ΜΙΚΡΑΙ ΕΙΔΗΣΕΙΣ ΑΠΟ ΤΑΣ ΕΠΑΡΧΙΑΣ bbox=[191, 2433, 511, 2452]
brief-article bbox=[5, 1972, 178, 2117]
article-body bbox=[527, 1500, 696, 1627]
column-2 bbox=[181, 27, 522, 2574]
article-body bbox=[527, 89, 696, 277]
brief-headline: Ο ΙΝΔΟΣ ΠΡΩΘΥΠΟΥΡΓΟΣ ΑΦΙΧΘΗ ΕΙΣ ΒΕΛΙΓΡΑΔΙΟΝ bbox=[5, 1022, 178, 1049]
storm-article bbox=[181, 27, 522, 820]
article-body bbox=[1225, 927, 1419, 1030]
section-heading: ΕΙΣ ΤΗΝ ΚΟΖΑΝΗΝ bbox=[923, 1313, 998, 1322]
world-headline: ΑΙ ΑΝΟΧΙΣΑΙ ΤΩΝ ΕΚΤΕΙΝΩΝ "ΤΕΕΣ" bbox=[1228, 1480, 1415, 1507]
body-paragraph: Κατά τας πληροφορίας εκ της πρωτευούσης αι αρμόδιαι υπηρεσίαι ανεκοίνωσαν ότι η κατάστασις παραμένει αμετάβλητος και ότι αι συνεννοήσεις συνεχίζονται μεταξύ των ενδιαφερομένων μερών, ενώ αναμένεται νεωτέρα ανακοίνωσις εντός των προσεχών ημερών. bbox=[5, 149, 178, 200]
filler-paragraph: Κατά τας πληροφορίας εκ της πρωτευούσης αι αρμόδιαι υπηρεσίαι ανεκοίνωσαν ότι η κατάστασις παραμένει αμετάβλητος και ότι αι συνεννοήσεις συνεχίζονται μεταξύ των ενδιαφερομένων μερών, ενώ αναμένεται νεωτέρα ανακοίνωσις εντός των προσεχών ημερών. Κατά τας πληροφορίας εκ της πρωτευούσης αι αρμόδιαι υπηρεσίαι ανεκοίνωσαν ότι η κατάστασις παραμένει αμετάβλητος και ότι αι συνεννοήσεις συνεχίζονται μεταξύ των ενδιαφερομένων μερών, ενώ αναμένεται νεωτέρα ανακοίνωσις εντός των προσεχών ημερών. bbox=[354, 991, 522, 1101]
body-paragraph: Κατά τας πληροφορίας εκ της πρωτευούσης αι αρμόδιαι υπηρεσίαι ανεκοίνωσαν ότι η κατάστασις παραμένει αμετάβλητος και ότι αι συνεννοήσεις συνεχίζονται μεταξύ των ενδιαφερομένων μερών, ενώ αναμένεται νεωτέρα ανακοίνωσις εντός των προσεχών ημερών. bbox=[527, 158, 696, 216]
filler-paragraph: Κατά τας πληροφορίας εκ της πρωτευούσης αι αρμόδιαι υπηρεσίαι ανεκοίνωσαν ότι η κατάστασις παραμένει αμετάβλητος και ότι αι συνεννοήσεις συνεχίζονται μεταξύ των ενδιαφερομένων μερών, ενώ αναμένεται νεωτέρα ανακοίνωσις εντός των προσεχών ημερών. Κατά τας πληροφορίας εκ της πρωτευούσης αι αρμόδιαι υπηρεσίαι ανεκοίνωσαν ότι η κατάστασις παραμένει αμετάβλητος και ότι αι συνεννοήσεις συνεχίζονται μεταξύ των ενδιαφερομένων μερών, ενώ αναμένεται νεωτέρα ανακοίνωσις εντός των προσεχών ημερών. bbox=[1049, 688, 1218, 797]
commodity-exchange bbox=[181, 2164, 522, 2421]
section-heading: ΠΑΘΗΣΟΣ ΥΨΗΛΑΝΤΗ bbox=[742, 777, 830, 786]
section-heading: Ο ΚΑΥΣΩΝ ΕΙΣ ΔΡΑΜΑΝ bbox=[217, 576, 312, 585]
divider bbox=[181, 1903, 522, 1908]
dateline-paragraph: ΛΟΝΔΙΝΟΝ, 27. (Ρώυτερ). — Κατά τας πληροφορίας εκ της πρωτευούσης αι αρμόδιαι υπηρεσίαι ανεκοίνωσαν ότι η κατάστασις παραμένει αμετάβλητος και ότι αι συνεννοήσεις συνεχίζονται μεταξύ των ενδιαφερομένων μερών, ενώ αναμένεται νεωτέρα ανακοίνωσις εντός των προσεχών ημερών. bbox=[1225, 2236, 1419, 2287]
divider bbox=[1225, 1914, 1419, 1915]
brief-headline: Η ΒΑΜΒΑΚΟΠΑΡΑΓΩΓΗ ΑΠΕΙΛΕΙΤΑΙ ΕΙΣ ΣΟΒ. ΡΩΣΣΙΑΝ bbox=[15, 694, 168, 735]
section-heading: ΚΑΙ ΕΙΣ ΤΑ ΤΡΙΚΑΛΑ bbox=[398, 244, 477, 253]
dateline-paragraph: ΒΡΥΞΕΛΛΑΙ, 27. (Ασσ. Πρές). — Κατά τας πληροφορίας εκ της πρωτευούσης αι αρμόδιαι υπηρεσίαι ανεκοίνωσαν ότι η κατάστασις παραμένει αμετάβλητος και ότι αι συνεννοήσεις συνεχίζονται μεταξύ των ενδιαφερομένων μερών, ενώ αναμένεται νεωτέρα ανακοίνωσις εντός των προσεχών ημερών. bbox=[5, 901, 178, 960]
article-body bbox=[5, 2002, 178, 2113]
divider bbox=[5, 1435, 178, 1436]
divider bbox=[5, 2281, 178, 2282]
dateline-paragraph: Κατά τας πληροφορίας εκ της πρωτευούσης αι αρμόδιαι υπηρεσίαι ανεκοίνωσαν ότι η κατάστασις παραμένει αμετάβλητος και ότι αι συνεννοήσεις συνεχίζονται μεταξύ των ενδιαφερομένων μερών, ενώ αναμένεται νεωτέρα ανακοίνωσις εντός των προσεχών ημερών. bbox=[527, 343, 696, 403]
table-row bbox=[531, 539, 693, 547]
article-body bbox=[1225, 512, 1419, 666]
news-headline: ΒΟΛΗ ΟΛΜΟΥ bbox=[566, 2128, 658, 2142]
news-headline: 310,50 ΔΡΧ. Η ΧΡΥΣΗ ΛΙΡΑ ΕΙΣ ΤΗΝ ΘΕΣΣΑΛΟΝΙΚΗΝ ΚΑΙ 300,70 ΔΡΧ. ΕΙΣ ΑΘΗΝΑΣ bbox=[528, 286, 696, 340]
article-body bbox=[1225, 2236, 1419, 2286]
dateline-paragraph: ΔΑΜΑΣΚΟΣ, 27. (Ρώυτερ). — Κατά τας πληροφορίας εκ της πρωτευούσης αι αρμόδιαι υπηρεσίαι ανεκοίνωσαν ότι η κατάστασις παραμένει αμετάβλητος και ότι αι συνεννοήσεις συνεχίζονται μεταξύ των ενδιαφερομένων μερών, ενώ αναμένεται νεωτέρα ανακοίνωσις εντός των προσεχών ημερών. bbox=[527, 1141, 696, 1201]
body-paragraph: Κατά τας πληροφορίας εκ της πρωτευούσης αι αρμόδιαι υπηρεσίαι ανεκοίνωσαν ότι η κατάστασις παραμένει αμετάβλητος και ότι αι συνεννοήσεις συνεχίζονται μεταξύ των ενδιαφερομένων μερών, ενώ αναμένεται νεωτέρα ανακοίνωσις εντός των προσεχών ημερών. bbox=[1225, 1705, 1419, 1756]
text-column bbox=[181, 2199, 349, 2421]
divider bbox=[1225, 1318, 1419, 1319]
table-cell: Ελβετίαι bbox=[531, 555, 561, 564]
section-heading: ΚΑΤΟΛΙΣΘΗΣΕΙΣ ΕΙΣ ΙΤΑΛΙΑΝ bbox=[380, 477, 495, 486]
athens-news-headline: ΜΙΚΡΑΙ ΕΙΔΗΣΕΙΣ ΕΞ ΑΘΗΝΩΝ bbox=[224, 1911, 478, 1929]
body-paragraph: Κατά τας πληροφορίας εκ της πρωτευούσης αι αρμόδιαι υπηρεσίαι ανεκοίνωσαν ότι η κατάστασις παραμένει αμετάβλητος και ότι αι συνεννοήσεις συνεχίζονται μεταξύ των ενδιαφερομένων μερών, ενώ αναμένεται νεωτέρα ανακοίνωσις εντός των προσεχών ημερών. bbox=[1225, 369, 1419, 420]
filler-paragraph: Κατά τας πληροφορίας εκ της πρωτευούσης αι αρμόδιαι υπηρεσίαι ανεκοίνωσαν ότι η κατάστασις παραμένει αμετάβλητος και ότι αι συνεννοήσεις συνεχίζονται μεταξύ των ενδιαφερομένων μερών, ενώ αναμένεται νεωτέρα ανακοίνωσις εντός των προσεχών ημερών. Κατά τας πληροφορίας εκ της πρωτευούσης αι αρμόδιαι υπηρεσίαι ανεκοίνωσαν ότι η κατάστασις παραμένει αμετάβλητος και ότι αι συνεννοήσεις συνεχίζονται μεταξύ των ενδιαφερομένων μερών, ενώ αναμένεται νεωτέρα ανακοίνωσις εντός των προσεχών ημερών. bbox=[702, 542, 871, 651]
news-headline: ΑΝΑΤΟΛΙΚΟΓΕΡΜΑΝΟΣ ΥΠΟΥΡΓΟΣ ΕΙΣ ΤΗΝ ΣΥΡΙΑΝ bbox=[535, 1097, 688, 1138]
article-body bbox=[527, 638, 696, 757]
article-body bbox=[1225, 2093, 1419, 2196]
dateline-paragraph: Τον 2ον μ.μ. χθες — Κατά τας πληροφορίας εκ της πρωτευούσης αι αρμόδιαι υπηρεσίαι ανεκοίνωσαν ότι η κατάστασις παραμένει αμετάβλητος και ότι αι συνεννοήσεις συνεχίζονται μεταξύ των ενδιαφερομένων μερών, ενώ αναμένεται νεωτέρα ανακοίνωσις εντός των προσεχών ημερών. bbox=[527, 969, 696, 1028]
sukarno-article bbox=[181, 1116, 522, 1496]
filler-paragraph: Κατά τας πληροφορίας εκ της πρωτευούσης αι αρμόδιαι υπηρεσίαι ανεκοίνωσαν ότι η κατάστασις παραμένει αμετάβλητος και ότι αι συνεννοήσεις συνεχίζονται μεταξύ των ενδιαφερομένων μερών, ενώ αναμένεται νεωτέρα ανακοίνωσις εντός των προσεχών ημερών. Κατά τας πληροφορίας εκ της πρωτευούσης αι αρμόδιαι υπηρεσίαι ανεκοίνωσαν ότι η κατάστασις παραμένει αμετάβλητος και ότι αι συνεννοήσεις συνεχίζονται μεταξύ των ενδιαφερομένων μερών, ενώ αναμένεται νεωτέρα ανακοίνωσις εντός των προσεχών ημερών. bbox=[181, 2310, 349, 2419]
divider bbox=[1225, 476, 1419, 477]
divider bbox=[181, 84, 522, 85]
filler-paragraph: Κατά τας πληροφορίας εκ της πρωτευούσης αι αρμόδιαι υπηρεσίαι ανεκοίνωσαν ότι η κατάστασις παραμένει αμετάβλητος και ότι αι συνεννοήσεις συνεχίζονται μεταξύ των ενδιαφερομένων μερών, ενώ αναμένεται νεωτέρα ανακοίνωσις εντός των προσεχών ημερών. Κατά τας πληροφορίας εκ της πρωτευούσης αι αρμόδιαι υπηρεσίαι ανεκοίνωσαν ότι η κατάστασις παραμένει αμετάβλητος και ότι αι συνεννοήσεις συνεχίζονται μεταξύ των ενδιαφερομένων μερών, ενώ αναμένεται νεωτέρα ανακοίνωσις εντός των προσεχών ημερών. bbox=[181, 1174, 349, 1284]
filler-paragraph: Κατά τας πληροφορίας εκ της πρωτευούσης αι αρμόδιαι υπηρεσίαι ανεκοίνωσαν ότι η κατάστασις παραμένει αμετάβλητος και ότι αι συνεννοήσεις συνεχίζονται μεταξύ των ενδιαφερομένων μερών, ενώ αναμένεται νεωτέρα ανακοίνωσις εντός των προσεχών ημερών. Κατά τας πληροφορίας εκ της πρωτευούσης αι αρμόδιαι υπηρεσίαι ανεκοίνωσαν ότι η κατάστασις παραμένει αμετάβλητος και ότι αι συνεννοήσεις συνεχίζονται μεταξύ των ενδιαφερομένων μερών, ενώ αναμένεται νεωτέρα ανακοίνωσις εντός των προσεχών ημερών. bbox=[702, 1471, 871, 1580]
committee-article bbox=[181, 834, 522, 1104]
section-heading: ΔΡΑΣΤΗΡΙΟΤΗΣ ΕΙΣ ΣΕΡΡΑΣ bbox=[905, 420, 1015, 429]
world-article bbox=[1225, 1480, 1419, 1618]
filler-paragraph: Κατά τας πληροφορίας εκ της πρωτευούσης αι αρμόδιαι υπηρεσίαι ανεκοίνωσαν ότι η κατάστασις παραμένει αμετάβλητος και ότι αι συνεννοήσεις συνεχίζονται μεταξύ των ενδιαφερομένων μερών, ενώ αναμένεται νεωτέρα ανακοίνωσις εντός των προσεχών ημερών. Κατά τας πληροφορίας εκ της πρωτευούσης αι αρμόδιαι υπηρεσίαι ανεκοίνωσαν ότι η κατάστασις παραμένει αμετάβλητος και ότι αι συνεννοήσεις συνεχίζονται μεταξύ των ενδιαφερομένων μερών, ενώ αναμένεται νεωτέρα ανακοίνωσις εντός των προσεχών ημερών. bbox=[354, 132, 522, 240]
news-article bbox=[527, 1098, 696, 1266]
text-column bbox=[1050, 198, 1218, 898]
dateline-paragraph: ΟΥΑΣΙΓΚΤΩΝ, 27. (Ασσ. Πρές). — Κατά τας πληροφορίας εκ της πρωτευούσης αι αρμόδιαι υπηρεσίαι ανεκοίνωσαν ότι η κατάστασις παραμένει αμετάβλητος και ότι αι συνεννοήσεις συνεχίζονται μεταξύ των ενδιαφερομένων μερών, ενώ αναμένεται νεωτέρα ανακοίνωσις εντός των προσεχών ημερών. bbox=[1225, 719, 1419, 770]
filler-paragraph: Κατά τας πληροφορίας εκ της πρωτευούσης αι αρμόδιαι υπηρεσίαι ανεκοίνωσαν ότι η κατάστασις παραμένει αμετάβλητος και ότι αι συνεννοήσεις συνεχίζονται μεταξύ των ενδιαφερομένων μερών, ενώ αναμένεται νεωτέρα ανακοίνωσις εντός των προσεχών ημερών. Κατά τας πληροφορίας εκ της πρωτευούσης αι αρμόδιαι υπηρεσίαι ανεκοίνωσαν ότι η κατάστασις παραμένει αμετάβλητος και ότι αι συνεννοήσεις συνεχίζονται μεταξύ των ενδιαφερομένων μερών, ενώ αναμένεται νεωτέρα ανακοίνωσις εντός των προσεχών ημερών. bbox=[1049, 443, 1218, 552]
dateline: ΑΘΗΝΑΙ, 27. — Αι' αποφάσεως του υπουργού Συντονισμού bbox=[181, 881, 349, 898]
dateline-paragraph: ΑΓΚΥΡΑ, 27. (Ασσ. Πρές). — Κατά τας πληροφορίας εκ της πρωτευούσης αι αρμόδιαι υπηρεσίαι ανεκοίνωσαν ότι η κατάστασις παραμένει αμετάβλητος και ότι αι συνεννοήσεις συνεχίζονται μεταξύ των ενδιαφερομένων μερών, ενώ αναμένεται νεωτέρα ανακοίνωσις εντός των προσεχών ημερών. bbox=[5, 357, 178, 416]
section-heading: ΕΙΣ ΤΗΝ ΑΛΕΞΑΝΔΡΟΥΠΟΛΙΝ bbox=[1077, 555, 1192, 564]
filler-paragraph: Κατά τας πληροφορίας εκ της πρωτευούσης αι αρμόδιαι υπηρεσίαι ανεκοίνωσαν ότι η κατάστασις παραμένει αμετάβλητος και ότι αι συνεννοήσεις συνεχίζονται μεταξύ των ενδιαφερομένων μερών, ενώ αναμένεται νεωτέρα ανακοίνωσις εντός των προσεχών ημερών. Κατά τας πληροφορίας εκ της πρωτευούσης αι αρμόδιαι υπηρεσίαι ανεκοίνωσαν ότι η κατάστασις παραμένει αμετάβλητος και ότι αι συνεννοήσεις συνεχίζονται μεταξύ των ενδιαφερομένων μερών, ενώ αναμένεται νεωτέρα ανακοίνωσις εντός των προσεχών ημερών. bbox=[354, 1541, 522, 1651]
section-heading: ΕΙΣ ΝΕΑΝ ΟΡΕΣΤΙΑΔΑ bbox=[1091, 678, 1177, 687]
filler-paragraph: Κατά τας πληροφορίας εκ της πρωτευούσης αι αρμόδιαι υπηρεσίαι ανεκοίνωσαν ότι η κατάστασις παραμένει αμετάβλητος και ότι αι συνεννοήσεις συνεχίζονται μεταξύ των ενδιαφερομένων μερών, ενώ αναμένεται νεωτέρα ανακοίνωσις εντός των προσεχών ημερών. Κατά τας πληροφορίας εκ της πρωτευούσης αι αρμόδιαι υπηρεσίαι ανεκοίνωσαν ότι η κατάστασις παραμένει αμετάβλητος και ότι αι συνεννοήσεις συνεχίζονται μεταξύ των ενδιαφερομένων μερών, ενώ αναμένεται νεωτέρα ανακοίνωσις εντός των προσεχών ημερών. bbox=[702, 1349, 871, 1458]
filler-paragraph: Κατά τας πληροφορίας εκ της πρωτευούσης αι αρμόδιαι υπηρεσίαι ανεκοίνωσαν ότι η κατάστασις παραμένει αμετάβλητος και ότι αι συνεννοήσεις συνεχίζονται μεταξύ των ενδιαφερομένων μερών, ενώ αναμένεται νεωτέρα ανακοίνωσις εντός των προσεχών ημερών. Κατά τας πληροφορίας εκ της πρωτευούσης αι αρμόδιαι υπηρεσίαι ανεκοίνωσαν ότι η κατάστασις παραμένει αμετάβλητος και ότι αι συνεννοήσεις συνεχίζονται μεταξύ των ενδιαφερομένων μερών, ενώ αναμένεται νεωτέρα ανακοίνωσις εντός των προσεχών ημερών. bbox=[181, 1668, 349, 1778]
world-article bbox=[1225, 676, 1419, 878]
brief-article bbox=[5, 314, 178, 525]
text-column bbox=[1050, 967, 1218, 1705]
lead-body bbox=[702, 198, 1218, 898]
body-paragraph: Κατά τας πληροφορίας εκ της πρωτευούσης αι αρμόδιαι υπηρεσίαι ανεκοίνωσαν ότι η κατάστασις παραμένει αμετάβλητος και ότι αι συνεννοήσεις συνεχίζονται μεταξύ των ενδιαφερομένων μερών, ενώ αναμένεται νεωτέρα ανακοίνωσις εντός των προσεχών ημερών. bbox=[527, 464, 696, 524]
lead-article bbox=[702, 27, 1218, 898]
body-paragraph: Κατά τας πληροφορίας εκ της πρωτευούσης αι αρμόδιαι υπηρεσίαι ανεκοίνωσαν ότι η κατάστασις παραμένει αμετάβλητος και ότι αι συνεννοήσεις συνεχίζονται μεταξύ των ενδιαφερομένων μερών, ενώ αναμένεται νεωτέρα ανακοίνωσις εντός των προσεχών ημερών. bbox=[5, 1381, 178, 1431]
filler-paragraph: Κατά τας πληροφορίας εκ της πρωτευούσης αι αρμόδιαι υπηρεσίαι ανεκοίνωσαν ότι η κατάστασις παραμένει αμετάβλητος και ότι αι συνεννοήσεις συνεχίζονται μεταξύ των ενδιαφερομένων μερών, ενώ αναμένεται νεωτέρα ανακοίνωσις εντός των προσεχών ημερών. Κατά τας πληροφορίας εκ της πρωτευούσης αι αρμόδιαι υπηρεσίαι ανεκοίνωσαν ότι η κατάστασις παραμένει αμετάβλητος και ότι αι συνεννοήσεις συνεχίζονται μεταξύ των ενδιαφερομένων μερών, ενώ αναμένεται νεωτέρα ανακοίνωσις εντός των προσεχών ημερών. bbox=[875, 1200, 1045, 1309]
news-article bbox=[527, 767, 696, 934]
article-body bbox=[1225, 1653, 1419, 1756]
dateline-paragraph: ΟΥΑΣΙΓΚΤΩΝ, 27. (Ρώυτερ). — Κατά τας πληροφορίας εκ της πρωτευούσης αι αρμόδιαι υπηρεσίαι ανεκοίνωσαν ότι η κατάστασις παραμένει αμετάβλητος και ότι αι συνεννοήσεις συνεχίζονται μεταξύ των ενδιαφερομένων μερών, ενώ αναμένεται νεωτέρα ανακοίνωσις εντός των προσεχών ημερών. bbox=[1225, 1212, 1419, 1263]
article-body bbox=[527, 344, 696, 524]
lead-slogan: την προδοτικήν ενέργειαν των εξωμοτών bbox=[734, 167, 1186, 189]
body-paragraph: Κατά τας πληροφορίας εκ της πρωτευούσης αι αρμόδιαι υπηρεσίαι ανεκοίνωσαν ότι η κατάστασις παραμένει αμετάβλητος και ότι αι συνεννοήσεις συνεχίζονται μεταξύ των ενδιαφερομένων μερών, ενώ αναμένεται νεωτέρα ανακοίνωσις εντός των προσεχών ημερών. bbox=[5, 2227, 178, 2278]
lead-headline: ΑΙ ΚΟΜΜΑΤΙΚΑΙ ΟΡΓΑΝΩΣΕΙΣ ΤΗΣ ΕΝ. ΚΕΝΤΡΟΥ ΠΑΡΑ ΤΟ ΠΛΕΥΡΟΝ ΤΟΥ Κ. Γ. ΠΑΠΑΝΔΡΕΟΥ ΜΕΤΕΧΟΥΝ ΕΙΣ ΤΟΝ ΝΕΟΝ ΑΝΕΝΔΟΤΟΝ ΑΓΩΝΑ bbox=[729, 27, 1192, 133]
article-body bbox=[1225, 123, 1419, 277]
news-article bbox=[527, 287, 696, 589]
section-heading: ΔΙΑΜΑΡΤΥΡΙΑ ΚΑΤΑ ΤΟΥ Ε.Ι.Ρ. bbox=[1073, 1313, 1195, 1322]
brief-article bbox=[5, 1441, 178, 1652]
storm-subheadline: ΚΑΤΑΣΤΡΟΦΑΙ ΕΚ ΚΑΤΟΛΙΣΘΗΣΕΩΝ ΕΙΣ ΤΗΝ ΙΤΑΛΙΑΝ bbox=[183, 88, 520, 124]
body-paragraph: Κατά τας πληροφορίας εκ της πρωτευούσης αι αρμόδιαι υπηρεσίαι ανεκοίνωσαν ότι η κατάστασις παραμένει αμετάβλητος και ότι αι συνεννοήσεις συνεχίζονται μεταξύ των ενδιαφερομένων μερών, ενώ αναμένεται νεωτέρα ανακοίνωσις εντός των προσεχών ημερών. bbox=[527, 1741, 696, 1800]
article-body bbox=[1225, 1212, 1419, 1315]
section-heading: Ο ΚΑΥΣΩΝ ΕΙΣ ΛΑΡΙΣΑΝ bbox=[217, 698, 313, 707]
text-column bbox=[354, 132, 523, 820]
filler-paragraph: Κατά τας πληροφορίας εκ της πρωτευούσης αι αρμόδιαι υπηρεσίαι ανεκοίνωσαν ότι η κατάστασις παραμένει αμετάβλητος και ότι αι συνεννοήσεις συνεχίζονται μεταξύ των ενδιαφερομένων μερών, ενώ αναμένεται νεωτέρα ανακοίνωσις εντός των προσεχών ημερών. Κατά τας πληροφορίας εκ της πρωτευούσης αι αρμόδιαι υπηρεσίαι ανεκοίνωσαν ότι η κατάστασις παραμένει αμετάβλητος και ότι αι συνεννοήσεις συνεχίζονται μεταξύ των ενδιαφερομένων μερών, ενώ αναμένεται νεωτέρα ανακοίνωσις εντός των προσεχών ημερών. bbox=[875, 198, 1045, 306]
brief-article bbox=[5, 530, 178, 689]
article-body bbox=[527, 2000, 696, 2119]
body-paragraph: Κατά τας πληροφορίας εκ της πρωτευούσης αι αρμόδιαι υπηρεσίαι ανεκοίνωσαν ότι η κατάστασις παραμένει αμετάβλητος και ότι αι συνεννοήσεις συνεχίζονται μεταξύ των ενδιαφερομένων μερών, ενώ αναμένεται νεωτέρα ανακοίνωσις εντός των προσεχών ημερών. bbox=[5, 2063, 178, 2114]
divider bbox=[1225, 2290, 1419, 2291]
news-article bbox=[527, 2129, 696, 2209]
divider bbox=[527, 2123, 696, 2124]
body-paragraph: Κατά τας πληροφορίας εκ της πρωτευούσης αι αρμόδιαι υπηρεσίαι ανεκοίνωσαν ότι η κατάστασις παραμένει αμετάβλητος και ότι αι συνεννοήσεις συνεχίζονται μεταξύ των ενδιαφερομένων μερών, ενώ αναμένεται νεωτέρα ανακοίνωσις εντός των προσεχών ημερών. bbox=[527, 2059, 696, 2119]
table-cell: 265,00—266,00 bbox=[639, 555, 693, 564]
text-column bbox=[702, 967, 870, 1705]
dateline-paragraph: ΝΕΟΝ ΔΕΛΧΙ, 27. (Ρώυτερ). — Κατά τας πληροφορίας εκ της πρωτευούσης αι αρμόδιαι υπηρεσίαι ανεκοίνωσαν ότι η κατάστασις παραμένει αμετάβλητος και ότι αι συνεννοήσεις συνεχίζονται μεταξύ των ενδιαφερομένων μερών, ενώ αναμένεται νεωτέρα ανακοίνωσις εντός των προσεχών ημερών. bbox=[1225, 2093, 1419, 2144]
world-article bbox=[1225, 2063, 1419, 2200]
table-row bbox=[531, 530, 693, 538]
section-heading: ΕΙΣ ΤΗΝ ΔΡΑΜΑΝ bbox=[751, 1461, 821, 1470]
news-headline: ΤΡΕΙΣ ΤΡΑΥΜΑΤΙΑΙ ΕΚ ΤΡΟΧΑΙΩΝ ΑΤΥΧΗΜΑΤΩΝ bbox=[528, 939, 696, 966]
filler-paragraph: Κατά τας πληροφορίας εκ της πρωτευούσης αι αρμόδιαι υπηρεσίαι ανεκοίνωσαν ότι η κατάστασις παραμένει αμετάβλητος και ότι αι συνεννοήσεις συνεχίζονται μεταξύ των ενδιαφερομένων μερών, ενώ αναμένεται νεωτέρα ανακοίνωσις εντός των προσεχών ημερών. Κατά τας πληροφορίας εκ της πρωτευούσης αι αρμόδιαι υπηρεσίαι ανεκοίνωσαν ότι η κατάστασις παραμένει αμετάβλητος και ότι αι συνεννοήσεις συνεχίζονται μεταξύ των ενδιαφερομένων μερών, ενώ αναμένεται νεωτέρα ανακοίνωσις εντός των προσεχών ημερών. bbox=[875, 1323, 1045, 1432]
filler-paragraph: Κατά τας πληροφορίας εκ της πρωτευούσης αι αρμόδιαι υπηρεσίαι ανεκοίνωσαν ότι η κατάστασις παραμένει αμετάβλητος και ότι αι συνεννοήσεις συνεχίζονται μεταξύ των ενδιαφερομένων μερών, ενώ αναμένεται νεωτέρα ανακοίνωσις εντός των προσεχών ημερών. Κατά τας πληροφορίας εκ της πρωτευούσης αι αρμόδιαι υπηρεσίαι ανεκοίνωσαν ότι η κατάστασις παραμένει αμετάβλητος και ότι αι συνεννοήσεις συνεχίζονται μεταξύ των ενδιαφερομένων μερών, ενώ αναμένεται νεωτέρα ανακοίνωσις εντός των προσεχών ημερών. bbox=[702, 787, 871, 896]
body-paragraph: Κατά τας πληροφορίας εκ της πρωτευούσης αι αρμόδιαι υπηρεσίαι ανεκοίνωσαν ότι η κατάστασις παραμένει αμετάβλητος και ότι αι συνεννοήσεις συνεχίζονται μεταξύ των ενδιαφερομένων μερών, ενώ αναμένεται νεωτέρα ανακοίνωσις εντός των προσεχών ημερών. bbox=[527, 1569, 696, 1628]
lead-slogan: Ουδεμία απολύτως επεκράτησε ή ενέχθη bbox=[739, 142, 1181, 164]
divider bbox=[1225, 2380, 1419, 2381]
table-cell: 310,75—310,80 bbox=[639, 530, 693, 539]
brief-headline: ΠΑΡΑΙΤΕΙΤΑΙ Ο ΑΜΕΡΙΚΑΝΟΣ ΥΠΟΥΡΓΟΣ ΠΑΙΔΕΙΑΣ bbox=[9, 1225, 175, 1266]
body-paragraph: Κατά τας πληροφορίας εκ της πρωτευούσης αι αρμόδιαι υπηρεσίαι ανεκοίνωσαν ότι η κατάστασις παραμένει αμετάβλητος και ότι αι συνεννοήσεις συνεχίζονται μεταξύ των ενδιαφερομένων μερών, ενώ αναμένεται νεωτέρα ανακοίνωσις εντός των προσεχών ημερών. bbox=[527, 1900, 696, 1960]
filler-paragraph: Κατά τας πληροφορίας εκ της πρωτευούσης αι αρμόδιαι υπηρεσίαι ανεκοίνωσαν ότι η κατάστασις παραμένει αμετάβλητος και ότι αι συνεννοήσεις συνεχίζονται μεταξύ των ενδιαφερομένων μερών, ενώ αναμένεται νεωτέρα ανακοίνωσις εντός των προσεχών ημερών. Κατά τας πληροφορίας εκ της πρωτευούσης αι αρμόδιαι υπηρεσίαι ανεκοίνωσαν ότι η κατάστασις παραμένει αμετάβλητος και ότι αι συνεννοήσεις συνεχίζονται μεταξύ των ενδιαφερομένων μερών, ενώ αναμένεται νεωτέρα ανακοίνωσις εντός των προσεχών ημερών. bbox=[354, 254, 522, 363]
column-1 bbox=[5, 27, 178, 2278]
brief-headline: ΑΝΤΙΠΡΟΣΩΠΕΙΑ ΤΩΝ ΦΙΛΙΠΠΙΝΩΝ ΕΙΣ ΤΗΝ ΑΙΓΥΠΤΟΝ bbox=[20, 2123, 163, 2164]
section-heading: ΑΙ ΣΥΓΚΕΝΤΡΩΣΕΙΣ bbox=[748, 420, 824, 429]
filler-paragraph: Κατά τας πληροφορίας εκ της πρωτευούσης αι αρμόδιαι υπηρεσίαι ανεκοίνωσαν ότι η κατάστασις παραμένει αμετάβλητος και ότι αι συνεννοήσεις συνεχίζονται μεταξύ των ενδιαφερομένων μερών, ενώ αναμένεται νεωτέρα ανακοίνωσις εντός των προσεχών ημερών. Κατά τας πληροφορίας εκ της πρωτευούσης αι αρμόδιαι υπηρεσίαι ανεκοίνωσαν ότι η κατάστασις παραμένει αμετάβλητος και ότι αι συνεννοήσεις συνεχίζονται μεταξύ των ενδιαφερομένων μερών, ενώ αναμένεται νεωτέρα ανακοίνωσις εντός των προσεχών ημερών. bbox=[181, 709, 349, 819]
storm-headline: ΙΣΧΥΡΟΙ ΑΝΕΜΟΙ ΕΝΕΣΚΗΨΑΝ ΕΙΣ ΤΗΝ ΘΕΣΣΑΛΟΝΙΚΗΝ 45 ΒΑΘΜΟΙ ΥΠΟ ΣΚΙΑΝ ΕΙΣ ΛΑΡΙΣΑΝ ΚΑΙ ΤΑ ΤΡΙΚΑΛΑ bbox=[185, 27, 517, 80]
world-headline: Ο ΙΣΙΚ ΠΡΟΣΕΚΛΗΘΗ ΕΙΣ ΒΕΛΙΓΡΑΔΙΟΝ bbox=[1240, 1920, 1404, 1948]
filler-paragraph: Κατά τας πληροφορίας εκ της πρωτευούσης αι αρμόδιαι υπηρεσίαι ανεκοίνωσαν ότι η κατάστασις παραμένει αμετάβλητος και ότι αι συνεννοήσεις συνεχίζονται μεταξύ των ενδιαφερομένων μερών, ενώ αναμένεται νεωτέρα ανακοίνωσις εντός των προσεχών ημερών. Κατά τας πληροφορίας εκ της πρωτευούσης αι αρμόδιαι υπηρεσίαι ανεκοίνωσαν ότι η κατάστασις παραμένει αμετάβλητος και ότι αι συνεννοήσεις συνεχίζονται μεταξύ των ενδιαφερομένων μερών, ενώ αναμένεται νεωτέρα ανακοίνωσις εντός των προσεχών ημερών. bbox=[1049, 966, 1218, 1076]
world-article bbox=[1225, 884, 1419, 1034]
news-article bbox=[527, 1637, 696, 1805]
divider bbox=[527, 1963, 696, 1964]
world-article bbox=[1225, 1325, 1419, 1475]
world-headline: Ο ΤΖΟΝΣΟΝ ΥΠΕΓΡΑΨΕ ΤΟ ΔΙΑΓΡΑΜΜΑ ΔΙΑ ΤΑ ΣΙΓΑΡΕΤΤΑ bbox=[1234, 884, 1410, 925]
divider bbox=[527, 2207, 696, 2208]
body-paragraph: Κατά τας πληροφορίας εκ της πρωτευούσης αι αρμόδιαι υπηρεσίαι ανεκοίνωσαν ότι η κατάστασις παραμένει αμετάβλητος και ότι αι συνεννοήσεις συνεχίζονται μεταξύ των ενδιαφερομένων μερών, ενώ αναμένεται νεωτέρα ανακοίνωσις εντός των προσεχών ημερών. bbox=[1225, 823, 1419, 874]
world-article bbox=[1225, 1623, 1419, 1760]
strike-article bbox=[702, 911, 1218, 1705]
news-headline: Ο Κ. ΤΣΟΝΤΧΕ ΕΔΕΧΘΗ ΤΟΝ ΑΛΓΕΡΙΝΟΝ ΠΡΕΣΒΕΥΤΗΝ bbox=[535, 1270, 688, 1311]
filler-paragraph: Κατά τας πληροφορίας εκ της πρωτευούσης αι αρμόδιαι υπηρεσίαι ανεκοίνωσαν ότι η κατάστασις παραμένει αμετάβλητος και ότι αι συνεννοήσεις συνεχίζονται μεταξύ των ενδιαφερομένων μερών, ενώ αναμένεται νεωτέρα ανακοίνωσις εντός των προσεχών ημερών. Κατά τας πληροφορίας εκ της πρωτευούσης αι αρμόδιαι υπηρεσίαι ανεκοίνωσαν ότι η κατάστασις παραμένει αμετάβλητος και ότι αι συνεννοήσεις συνεχίζονται μεταξύ των ενδιαφερομένων μερών, ενώ αναμένεται νεωτέρα ανακοίνωσις εντός των προσεχών ημερών. bbox=[875, 1568, 1045, 1677]
article-body bbox=[5, 574, 178, 684]
body-paragraph: Κατά τας πληροφορίας εκ της πρωτευούσης αι αρμόδιαι υπηρεσίαι ανεκοίνωσαν ότι η κατάστασις παραμένει αμετάβλητος και ότι αι συνεννοήσεις συνεχίζονται μεταξύ των ενδιαφερομένων μερών, ενώ αναμένεται νεωτέρα ανακοίνωσις εντός των προσεχών ημερών. bbox=[5, 1113, 178, 1163]
news-headline: Η ΜΕΤΟΧΗ ΤΗΣ ΜΑΛΑΙΣΙΑΣ ΕΙΣ ΤΗΝ ΔΙΑΣΚΕΨΙΝ ΤΟΥ ΑΛΓΕΡΙΟΥ bbox=[546, 1443, 678, 1497]
athens-news bbox=[181, 1912, 522, 2151]
section-heading: ΕΙΣ ΤΑ ΓΙΑΝΝΙΤΣΑ bbox=[751, 1338, 822, 1347]
divider bbox=[5, 1966, 178, 1967]
filler-paragraph: Κατά τας πληροφορίας εκ της πρωτευούσης αι αρμόδιαι υπηρεσίαι ανεκοίνωσαν ότι η κατάστασις παραμένει αμετάβλητος και ότι αι συνεννοήσεις συνεχίζονται μεταξύ των ενδιαφερομένων μερών, ενώ αναμένεται νεωτέρα ανακοίνωσις εντός των προσεχών ημερών. Κατά τας πληροφορίας εκ της πρωτευούσης αι αρμόδιαι υπηρεσίαι ανεκοίνωσαν ότι η κατάστασις παραμένει αμετάβλητος και ότι αι συνεννοήσεις συνεχίζονται μεταξύ των ενδιαφερομένων μερών, ενώ αναμένεται νεωτέρα ανακοίνωσις εντός των προσεχών ημερών. bbox=[702, 981, 871, 1090]
arrow-icon bbox=[213, 1544, 225, 1556]
text-column bbox=[875, 198, 1044, 898]
body-paragraph: Κατά τας πληροφορίας εκ της πρωτευούσης αι αρμόδιαι υπηρεσίαι ανεκοίνωσαν ότι η κατάστασις παραμένει αμετάβλητος και ότι αι συνεννοήσεις συνεχίζονται μεταξύ των ενδιαφερομένων μερών, ενώ αναμένεται νεωτέρα ανακοίνωσις εντός των προσεχών ημερών. bbox=[1225, 979, 1419, 1030]
column-3 bbox=[527, 27, 696, 2204]
table-cell: Γαλλίαι bbox=[531, 547, 559, 556]
body-paragraph: Κατά τας πληροφορίας εκ της πρωτευούσης αι αρμόδιαι υπηρεσίαι ανεκοίνωσαν ότι η κατάστασις παραμένει αμετάβλητος και ότι αι συνεννοήσεις συνεχίζονται μεταξύ των ενδιαφερομένων μερών, ενώ αναμένεται νεωτέρα ανακοίνωσις εντός των προσεχών ημερών. bbox=[1225, 1420, 1419, 1471]
body-paragraph: Κατά τας πληροφορίας εκ της πρωτευούσης αι αρμόδιαι υπηρεσίαι ανεκοίνωσαν ότι η κατάστασις παραμένει αμετάβλητος και ότι αι συνεννοήσεις συνεχίζονται μεταξύ των ενδιαφερομένων μερών, ενώ αναμένεται νεωτέρα ανακοίνωσις εντός των προσεχών ημερών. bbox=[1225, 2145, 1419, 2196]
divider bbox=[1225, 1033, 1419, 1034]
divider bbox=[702, 963, 1218, 964]
body-paragraph: Κατά τας πληροφορίας εκ της πρωτευούσης αι αρμόδιαι υπηρεσίαι ανεκοίνωσαν ότι η κατάστασις παραμένει αμετάβλητος και ότι αι συνεννοήσεις συνεχίζονται μεταξύ των ενδιαφερομένων μερών, ενώ αναμένεται νεωτέρα ανακοίνωσις εντός των προσεχών ημερών. bbox=[1225, 1860, 1419, 1911]
filler-paragraph: Κατά τας πληροφορίας εκ της πρωτευούσης αι αρμόδιαι υπηρεσίαι ανεκοίνωσαν ότι η κατάστασις παραμένει αμετάβλητος και ότι αι συνεννοήσεις συνεχίζονται μεταξύ των ενδιαφερομένων μερών, ενώ αναμένεται νεωτέρα ανακοίνωσις εντός των προσεχών ημερών. Κατά τας πληροφορίας εκ της πρωτευούσης αι αρμόδιαι υπηρεσίαι ανεκοίνωσαν ότι η κατάστασις παραμένει αμετάβλητος και ότι αι συνεννοήσεις συνεχίζονται μεταξύ των ενδιαφερομένων μερών, ενώ αναμένεται νεωτέρα ανακοίνωσις εντός των προσεχών ημερών. bbox=[354, 1928, 522, 2038]
article-body bbox=[1225, 2327, 1419, 2376]
filler-paragraph: Κατά τας πληροφορίας εκ της πρωτευούσης αι αρμόδιαι υπηρεσίαι ανεκοίνωσαν ότι η κατάστασις παραμένει αμετάβλητος και ότι αι συνεννοήσεις συνεχίζονται μεταξύ των ενδιαφερομένων μερών, ενώ αναμένεται νεωτέρα ανακοίνωσις εντός των προσεχών ημερών. Κατά τας πληροφορίας εκ της πρωτευούσης αι αρμόδιαι υπηρεσίαι ανεκοίνωσαν ότι η κατάστασις παραμένει αμετάβλητος και ότι αι συνεννοήσεις συνεχίζονται μεταξύ των ενδιαφερομένων μερών, ενώ αναμένεται νεωτέρα ανακοίνωσις εντός των προσεχών ημερών. bbox=[354, 2039, 522, 2148]
dateline-paragraph: ΟΥΑΣΙΓΚΤΩΝ, 27. (Ασσ. Πρές). — Κατά τας πληροφορίας εκ της πρωτευούσης αι αρμόδιαι υπηρεσίαι ανεκοίνωσαν ότι η κατάστασις παραμένει αμετάβλητος και ότι αι συνεννοήσεις συνεχίζονται μεταξύ των ενδιαφερομένων μερών, ενώ αναμένεται νεωτέρα ανακοίνωσις εντός των προσεχών ημερών. bbox=[1225, 927, 1419, 978]
filler-paragraph: Κατά τας πληροφορίας εκ της πρωτευούσης αι αρμόδιαι υπηρεσίαι ανεκοίνωσαν ότι η κατάστασις παραμένει αμετάβλητος και ότι αι συνεννοήσεις συνεχίζονται μεταξύ των ενδιαφερομένων μερών, ενώ αναμένεται νεωτέρα ανακοίνωσις εντός των προσεχών ημερών. Κατά τας πληροφορίας εκ της πρωτευούσης αι αρμόδιαι υπηρεσίαι ανεκοίνωσαν ότι η κατάστασις παραμένει αμετάβλητος και ότι αι συνεννοήσεις συνεχίζονται μεταξύ των ενδιαφερομένων μερών, ενώ αναμένεται νεωτέρα ανακοίνωσις εντός των προσεχών ημερών. bbox=[354, 1385, 522, 1495]
news-article bbox=[527, 32, 696, 281]
brief-article bbox=[5, 858, 178, 1016]
body-paragraph: Κατά τας πληροφορίας εκ της πρωτευούσης αι αρμόδιαι υπηρεσίαι ανεκοίνωσαν ότι η κατάστασις παραμένει αμετάβλητος και ότι αι συνεννοήσεις συνεχίζονται μεταξύ των ενδιαφερομένων μερών, ενώ αναμένεται νεωτέρα ανακοίνωσις εντός των προσεχών ημερών. bbox=[527, 1202, 696, 1261]
filler-paragraph: Κατά τας πληροφορίας εκ της πρωτευούσης αι αρμόδιαι υπηρεσίαι ανεκοίνωσαν ότι η κατάστασις παραμένει αμετάβλητος και ότι αι συνεννοήσεις συνεχίζονται μεταξύ των ενδιαφερομένων μερών, ενώ αναμένεται νεωτέρα ανακοίνωσις εντός των προσεχών ημερών. Κατά τας πληροφορίας εκ της πρωτευούσης αι αρμόδιαι υπηρεσίαι ανεκοίνωσαν ότι η κατάστασις παραμένει αμετάβλητος και ότι αι συνεννοήσεις συνεχίζονται μεταξύ των ενδιαφερομένων μερών, ενώ αναμένεται νεωτέρα ανακοίνωσις εντός των προσεχών ημερών. bbox=[1049, 1323, 1218, 1432]
filler-paragraph: Κατά τας πληροφορίας εκ της πρωτευούσης αι αρμόδιαι υπηρεσίαι ανεκοίνωσαν ότι η κατάστασις παραμένει αμετάβλητος και ότι αι συνεννοήσεις συνεχίζονται μεταξύ των ενδιαφερομένων μερών, ενώ αναμένεται νεωτέρα ανακοίνωσις εντός των προσεχών ημερών. Κατά τας πληροφορίας εκ της πρωτευούσης αι αρμόδιαι υπηρεσίαι ανεκοίνωσαν ότι η κατάστασις παραμένει αμετάβλητος και ότι αι συνεννοήσεις συνεχίζονται μεταξύ των ενδιαφερομένων μερών, ενώ αναμένεται νεωτέρα ανακοίνωσις εντός των προσεχών ημερών. bbox=[354, 598, 522, 707]
brief-article bbox=[5, 1225, 178, 1436]
